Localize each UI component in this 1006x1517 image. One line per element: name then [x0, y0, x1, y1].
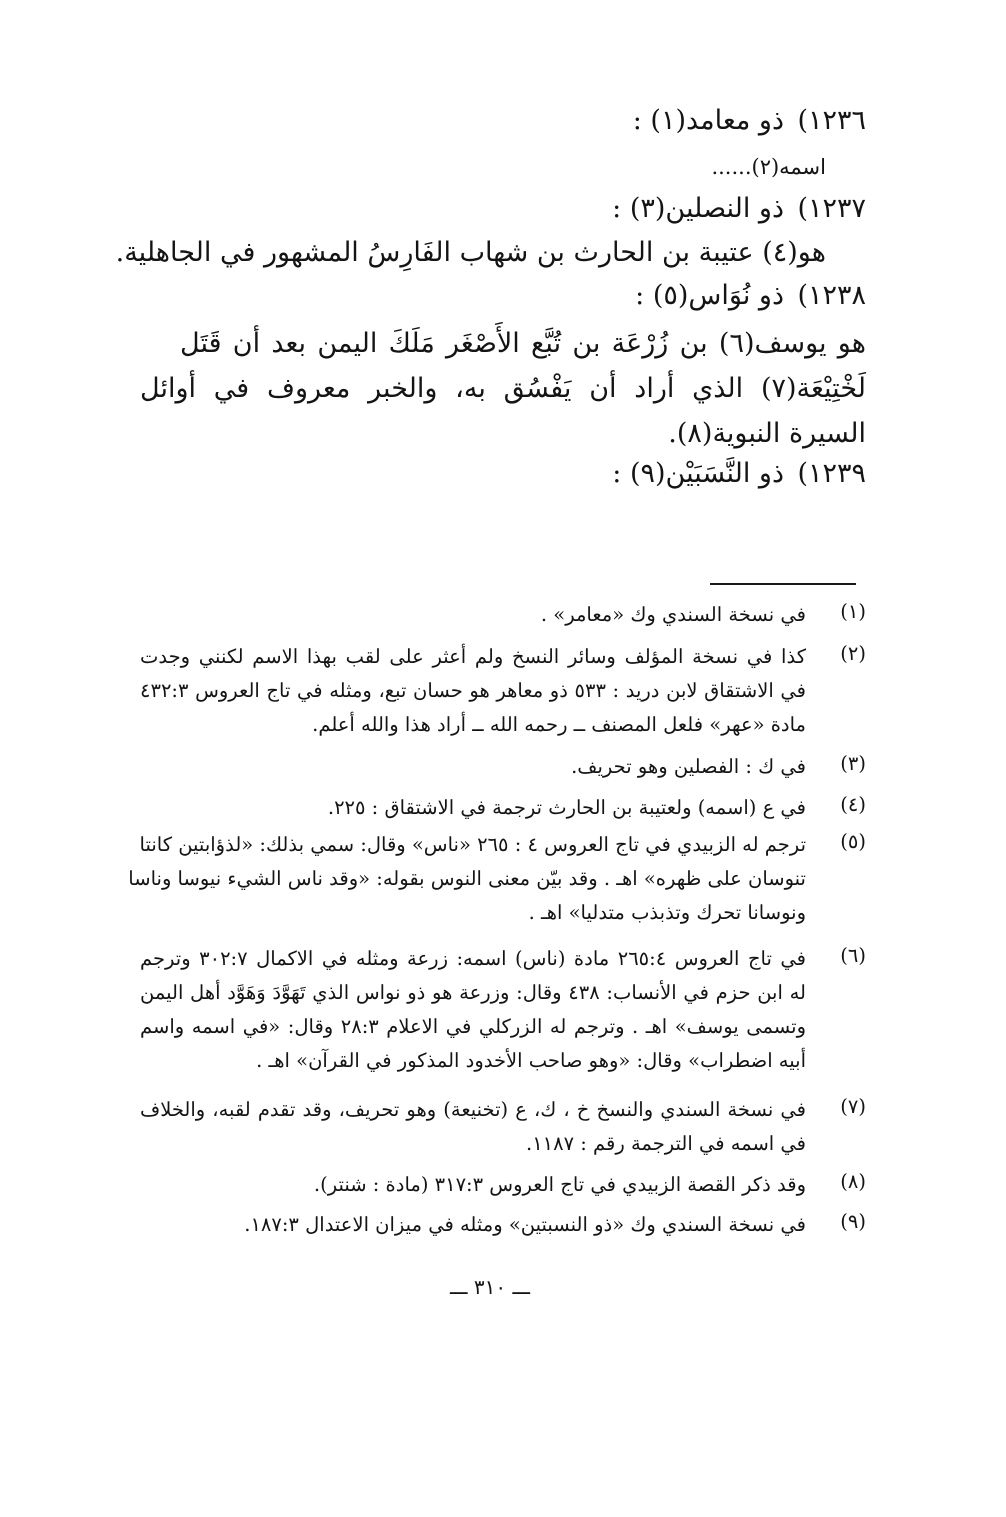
footnote-number: (٨) [840, 1170, 866, 1193]
entry-number: ١٢٣٧) [797, 193, 866, 224]
footnote-line: ونوسانا تحرك وتذبذب متدليا» اهـ . [528, 901, 806, 924]
footnote-line: أبيه اضطراب» وقال: «وهو صاحب الأخدود المذكور في القرآن» اهـ . [256, 1049, 806, 1072]
entry-1238-line-1: هو يوسف(٦) بن زُرْعَة بن تُبَّع الأَصْغَر مَلَكَ اليمن بعد أن قَتَل [180, 328, 866, 359]
footnote-number: (٦) [840, 944, 866, 967]
entry-number: ١٢٣٨) [797, 280, 866, 311]
footnote-line: ترجم له الزبيدي في تاج العروس ٤ : ٢٦٥ «ناس» وقال: سمي بذلك: «لذؤابتين كانتا [139, 833, 806, 856]
footnote-number: (٩) [840, 1210, 866, 1233]
entry-1238-heading [635, 280, 866, 311]
footnote-line: في الاشتقاق لابن دريد : ٥٣٣ ذو معاهر هو حسان تبع، ومثله في تاج العروس ٤٣٢:٣ [140, 679, 806, 702]
footnote-line: له ابن حزم في الأنساب: ٤٣٨ وقال: وزرعة هو ذو نواس الذي تَهَوَّدَ وَهَوَّد أهل اليمن [140, 981, 806, 1004]
footnote-number: (٣) [840, 752, 866, 775]
footnote-line: في نسخة السندي وك «ذو النسبتين» ومثله في ميزان الاعتدال ١٨٧:٣. [244, 1213, 806, 1236]
footnote-line: وقد ذكر القصة الزبيدي في تاج العروس ٣١٧:٣ (مادة : شنتر). [313, 1173, 806, 1196]
entry-title: ذو النَّسَبَيْن(٩) : [612, 458, 784, 489]
footnote-line: في نسخة السندي وك «معامر» . [540, 603, 806, 626]
footnote-line: في تاج العروس ٢٦٥:٤ مادة (ناس) اسمه: زرعة ومثله في الاكمال ٣٠٢:٧ وترجم [140, 947, 806, 970]
footnote-line: في اسمه في الترجمة رقم : ١١٨٧. [525, 1132, 806, 1155]
footnote-separator [710, 583, 856, 585]
footnote-number: (٢) [840, 642, 866, 665]
page-number: ـــ ٣١٠ ـــ [449, 1275, 531, 1299]
entry-number: ١٢٣٦) [797, 105, 866, 136]
entry-1236-heading [633, 105, 866, 136]
footnote-line: وتسمى يوسف» اهـ . وترجم له الزركلي في الاعلام ٢٨:٣ وقال: «في اسمه واسم [140, 1015, 807, 1038]
entry-1236-line-1: اسمه(٢)...... [711, 155, 826, 179]
entry-title: ذو معامد(١) : [632, 105, 784, 136]
entry-1238-line-2: لَخْتِيْعَة(٧) الذي أراد أن يَفْسُق به، والخبر معروف في أوائل [140, 373, 866, 404]
footnote-line: كذا في نسخة المؤلف وسائر النسخ ولم أعثر على لقب بهذا الاسم لكنني وجدت [140, 645, 806, 668]
entry-1239-heading [612, 458, 866, 489]
entry-number: ١٢٣٩) [797, 458, 866, 489]
footnote-number: (٥) [840, 830, 866, 853]
entry-title: ذو النصلين(٣) : [612, 193, 784, 224]
entry-1237-heading [612, 193, 866, 224]
footnote-line: مادة «عهر» فلعل المصنف ــ رحمه الله ــ أراد هذا والله أعلم. [312, 713, 806, 736]
footnote-number: (١) [840, 600, 866, 623]
entry-1238-line-3: السيرة النبوية(٨). [668, 418, 866, 449]
footnote-line: في ع (اسمه) ولعتيبة بن الحارث ترجمة في الاشتقاق : ٢٢٥. [327, 796, 806, 819]
footnote-number: (٧) [840, 1095, 866, 1118]
footnote-line: تنوسان على ظهره» اهـ . وقد بيّن معنى النوس بقوله: «وقد ناس الشيء نيوسا وناسا [128, 867, 806, 890]
entry-title: ذو نُوَاس(٥) : [635, 280, 784, 311]
footnote-number: (٤) [840, 793, 866, 816]
footnote-line: في نسخة السندي والنسخ خ ، ك، ع (تخنيعة) وهو تحريف، وقد تقدم لقبه، والخلاف [140, 1098, 806, 1121]
footnote-line: في ك : الفصلين وهو تحريف. [571, 755, 806, 778]
entry-1237-line-1: هو(٤) عتيبة بن الحارث بن شهاب الفَارِسُ المشهور في الجاهلية. [115, 237, 826, 268]
